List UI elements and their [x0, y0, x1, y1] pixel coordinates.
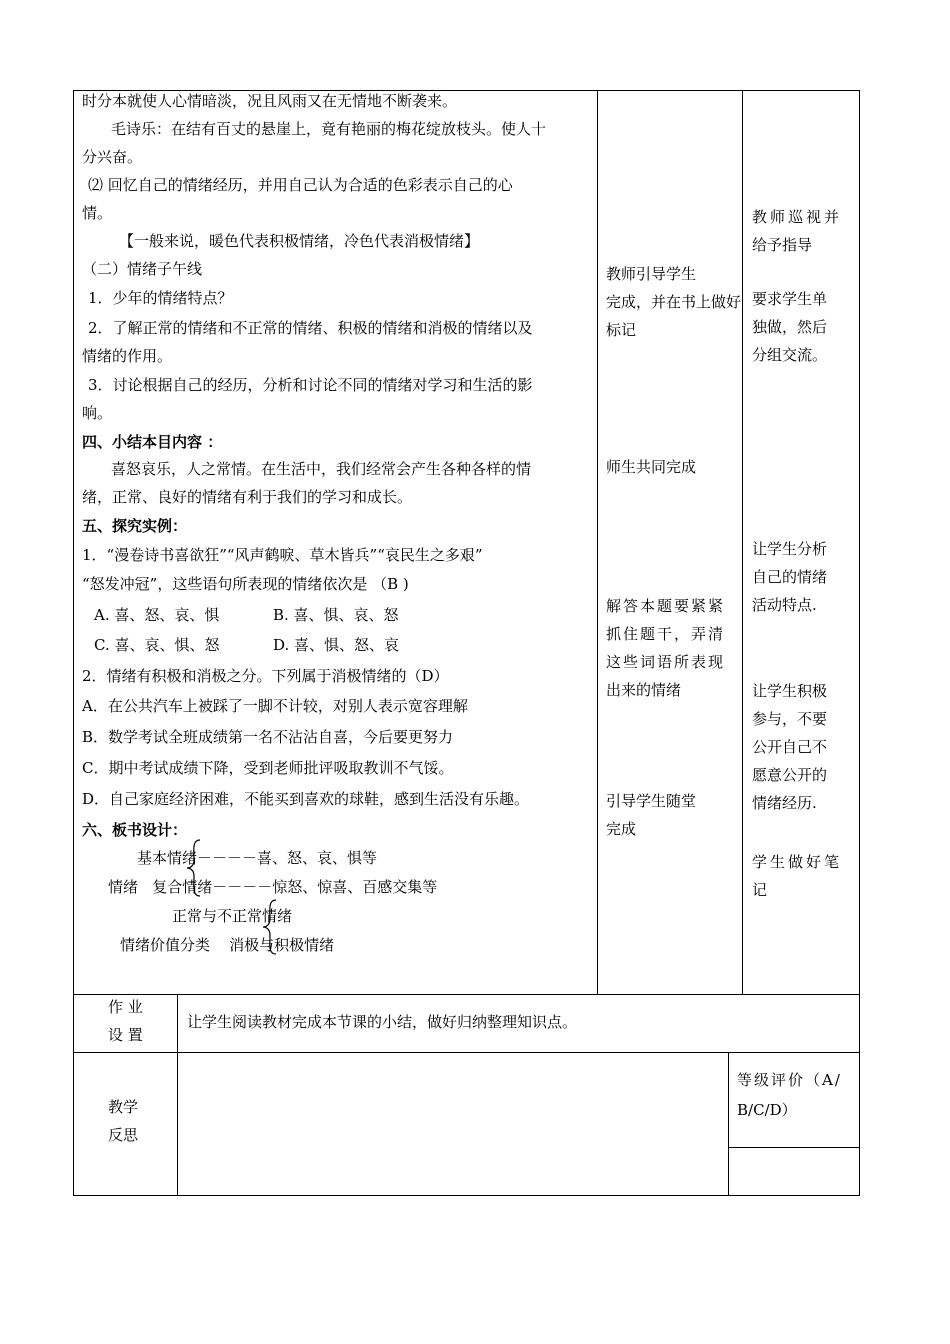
example-1-option-b: B. 喜、惧、哀、怒 [273, 606, 399, 624]
col2-guide-line1: 教师引导学生 [606, 265, 697, 283]
col-divider-2 [742, 90, 743, 994]
question-1: 1．少年的情绪特点？ [88, 289, 233, 307]
col3-analyze-line3: 活动特点. [752, 596, 817, 614]
col3-participate-line1: 让学生积极 [752, 682, 828, 700]
table-border-left [73, 90, 74, 1196]
example-1-option-c: C. 喜、哀、惧、怒 [94, 636, 220, 654]
col3-patrol-line1: 教师巡视并 [752, 208, 843, 226]
table-border-right [859, 90, 860, 1196]
question-2-line1: 2．了解正常的情绪和不正常的情绪、积极的情绪和消极的情绪以及 [88, 319, 533, 337]
heading-examples: 五、探究实例： [82, 517, 188, 535]
col2-answer-line3: 这些词语所表现 [606, 653, 726, 671]
row-divider-reflection [73, 1052, 860, 1053]
col3-analyze-line1: 让学生分析 [752, 540, 828, 558]
paragraph-recall-line1: ⑵ 回忆自己的情绪经历，并用自己认为合适的色彩表示自己的心 [88, 176, 513, 194]
board-complex-emotions: 情绪 复合情绪－－－－惊怒、惊喜、百感交集等 [108, 878, 438, 896]
question-3-line1: 3．讨论根据自己的经历，分析和讨论不同的情绪对学习和生活的影 [88, 376, 533, 394]
col2-guide-line2: 完成，并在书上做好 [606, 293, 742, 311]
col3-notes-line2: 记 [752, 881, 768, 899]
label-col-divider [177, 994, 178, 1196]
col2-inclass-line2: 完成 [606, 820, 637, 838]
homework-label-line1: 作 业 [108, 998, 143, 1016]
summary-line1: 喜怒哀乐，人之常情。在生活中，我们经常会产生各种各样的情 [111, 460, 532, 478]
question-3-line2: 响。 [82, 404, 113, 422]
reflection-label-line1: 教学 [108, 1098, 139, 1116]
grade-label-line2: B/C/D） [737, 1101, 797, 1119]
col2-answer-line4: 出来的情绪 [606, 681, 682, 699]
example-1-option-d: D. 喜、惧、怒、哀 [273, 636, 400, 654]
board-basic-emotions: 基本情绪－－－－喜、怒、哀、惧等 [137, 849, 378, 867]
col3-solo-line1: 要求学生单 [752, 290, 828, 308]
example-2-option-d: D．自己家庭经济困难，不能买到喜欢的球鞋，感到生活没有乐趣。 [82, 790, 530, 808]
col2-answer-line1: 解答本题要紧紧 [606, 597, 726, 615]
example-2-option-b: B．数学考试全班成绩第一名不沾沾自喜，今后要更努力 [82, 728, 454, 746]
col3-patrol-line2: 给予指导 [752, 236, 813, 254]
col2-guide-line3: 标记 [606, 321, 637, 339]
question-2-line2: 情绪的作用。 [82, 347, 173, 365]
grade-label-line1: 等级评价（A/ [737, 1071, 842, 1089]
col3-analyze-line2: 自己的情绪 [752, 568, 828, 586]
col2-together: 师生共同完成 [606, 458, 697, 476]
brace-upper [186, 838, 202, 898]
col3-participate-line2: 参与，不要 [752, 710, 828, 728]
paragraph-mao-line1: 毛诗乐：在结有百丈的悬崖上，竟有艳丽的梅花绽放枝头。使人十 [111, 120, 547, 138]
summary-line2: 绪，正常、良好的情绪有利于我们的学习和成长。 [82, 488, 413, 506]
grade-col-divider [728, 1052, 729, 1196]
example-1-option-a: A. 喜、怒、哀、惧 [94, 606, 220, 624]
board-normal-abnormal: 正常与不正常情绪 [172, 907, 293, 925]
col3-participate-line3: 公开自己不 [752, 738, 828, 756]
example-1-line1: 1．“漫卷诗书喜欲狂”“风声鹤唳、草木皆兵”“哀民生之多艰” [82, 546, 483, 564]
heading-summary: 四、小结本目内容 ： [82, 433, 223, 451]
col3-notes-line1: 学生做好笔 [752, 853, 843, 871]
paragraph-mao-line2: 分兴奋。 [82, 148, 143, 166]
example-1-line2: “怒发冲冠”，这些语句所表现的情绪依次是 （B ) [82, 575, 409, 593]
homework-label-line2: 设 置 [108, 1026, 143, 1044]
color-note: 【一般来说，暖色代表积极情绪，冷色代表消极情绪】 [119, 232, 480, 250]
col3-solo-line3: 分组交流。 [752, 346, 828, 364]
paragraph-continuation: 时分本就使人心情暗淡，况且风雨又在无情地不断袭来。 [82, 92, 458, 110]
example-2: 2．情绪有积极和消极之分。下列属于消极情绪的（D） [82, 667, 449, 685]
example-2-option-c: C．期中考试成绩下降，受到老师批评吸取教训不气馁。 [82, 759, 454, 777]
table-border-bottom [73, 1195, 860, 1196]
col3-solo-line2: 独做，然后 [752, 318, 828, 336]
col2-answer-line2: 抓住题干，弄清 [606, 625, 726, 643]
heading-board-design: 六、板书设计： [82, 821, 188, 839]
col-divider-1 [597, 90, 598, 994]
brace-lower [262, 898, 278, 956]
section-2-title: （二）情绪子午线 [82, 260, 203, 278]
col3-participate-line4: 愿意公开的 [752, 766, 828, 784]
board-value-classification: 情绪价值分类 消极与积极情绪 [120, 936, 335, 954]
homework-text: 让学生阅读教材完成本节课的小结，做好归纳整理知识点。 [187, 1013, 578, 1031]
col3-participate-line5: 情绪经历. [752, 794, 817, 812]
grade-row-divider [728, 1147, 860, 1148]
example-2-option-a: A．在公共汽车上被踩了一脚不计较，对别人表示宽容理解 [82, 697, 468, 715]
row-divider-homework [73, 994, 860, 995]
col2-inclass-line1: 引导学生随堂 [606, 792, 697, 810]
paragraph-recall-line2: 情。 [82, 204, 113, 222]
reflection-label-line2: 反思 [108, 1126, 139, 1144]
